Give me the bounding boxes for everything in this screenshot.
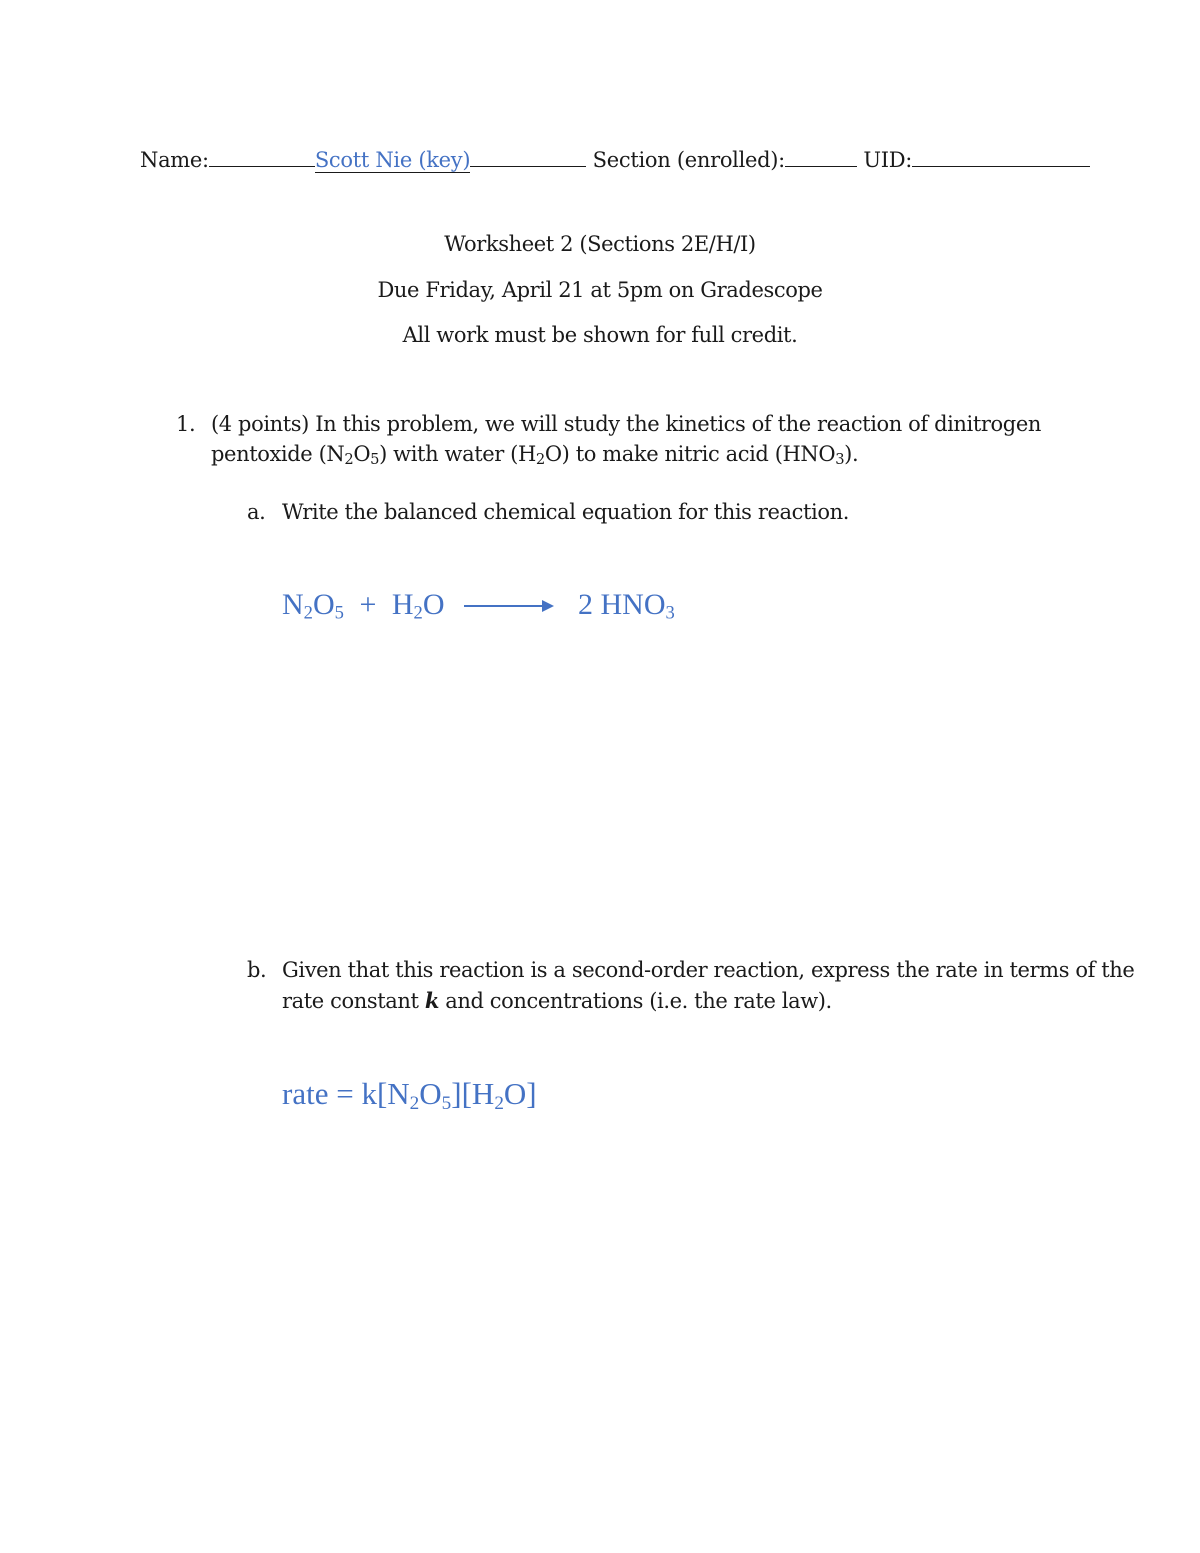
part-a-question: Write the balanced chemical equation for this reaction. — [282, 500, 849, 524]
worksheet-title: Worksheet 2 (Sections 2E/H/I) — [444, 232, 756, 256]
uid-blank-line — [912, 144, 1090, 167]
uid-label: UID: — [863, 148, 913, 172]
name-blank-line — [209, 144, 315, 167]
section-blank-line — [785, 144, 857, 167]
answer-a-equation: $N_2O_5 + H_2O$ — [282, 588, 445, 624]
part-b-question-line1: Given that this reaction is a second-order reaction, express the rate in terms of the — [282, 958, 1135, 982]
section-label: Section (enrolled): — [592, 148, 785, 172]
problem-text-line1: (4 points) In this problem, we will study the kinetics of the reaction of dinitrogen — [211, 412, 1041, 436]
answer-b-rate-law: rate = $k[N_2O_5][H_2O]$ — [282, 1076, 537, 1114]
header-row — [140, 144, 1090, 172]
name-label: Name: — [140, 148, 209, 172]
problem-text-line2: pentoxide $(N_2O_5)$ with water $(H_2O)$ to make nitric acid $(HNO_3)$. — [211, 442, 859, 468]
instructions: All work must be shown for full credit. — [402, 323, 798, 347]
reaction-arrow — [462, 596, 556, 616]
answer-a-product: 2 $HNO_3$ — [578, 588, 675, 624]
part-b-label: b. — [247, 958, 267, 982]
problem-number: 1. — [176, 412, 196, 436]
due-date: Due Friday, April 21 at 5pm on Gradescope — [377, 278, 823, 302]
name-blank-line-2 — [470, 144, 586, 167]
name-value: Scott Nie (key) — [314, 148, 471, 172]
part-a-label: a. — [247, 500, 266, 524]
part-b-question-line2: rate constant k and concentrations (i.e. the rate law). — [282, 988, 832, 1013]
